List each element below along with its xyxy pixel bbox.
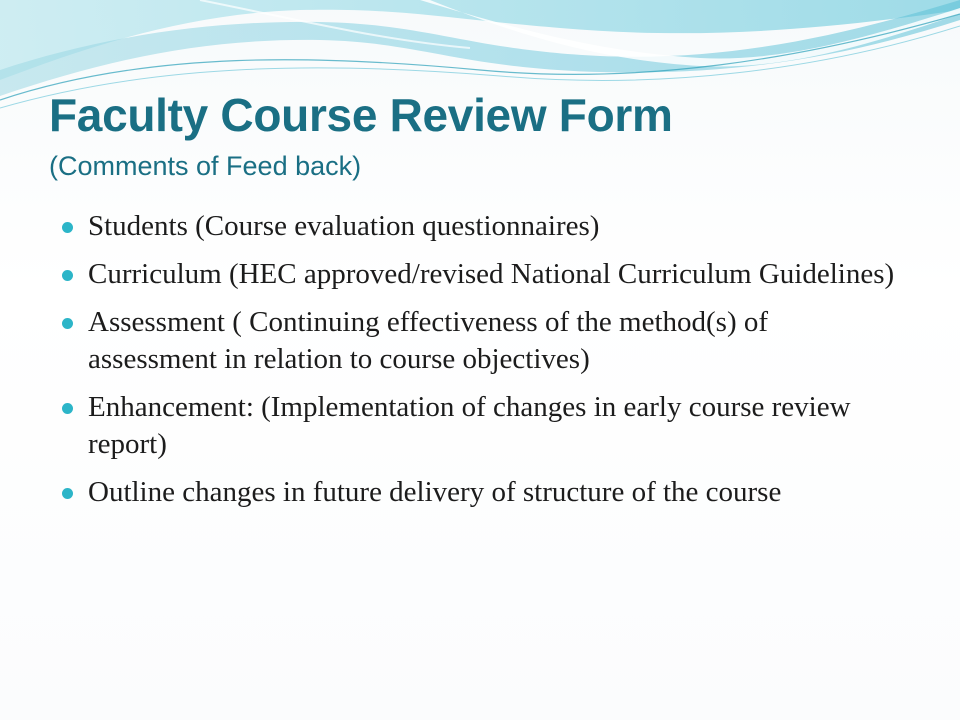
bullet-dot-icon	[62, 403, 73, 414]
bullet-text: Assessment ( Continuing effectiveness of the method(s) of assessment in relation to course objectives)	[88, 306, 769, 375]
bullet-item-students	[60, 208, 900, 245]
slide-title: Faculty Course Review Form	[49, 89, 673, 141]
bullet-text: Outline changes in future delivery of structure of the course	[88, 476, 782, 508]
bullet-dot-icon	[62, 318, 73, 329]
bullet-item-assessment	[60, 304, 900, 378]
bullet-dot-icon	[62, 270, 73, 281]
bullet-list	[60, 208, 900, 522]
bullet-item-outline	[60, 474, 900, 511]
title-block	[49, 82, 909, 184]
bullet-dot-icon	[62, 488, 73, 499]
bullet-item-curriculum	[60, 256, 900, 293]
bullet-text: Students (Course evaluation questionnaires)	[88, 210, 600, 242]
bullet-text: Enhancement: (Implementation of changes in early course review report)	[88, 391, 851, 460]
bullet-text: Curriculum (HEC approved/revised National Curriculum Guidelines)	[88, 258, 895, 290]
bullet-item-enhancement	[60, 389, 900, 463]
slide-subtitle: (Comments of Feed back)	[49, 151, 362, 181]
bullet-dot-icon	[62, 222, 73, 233]
